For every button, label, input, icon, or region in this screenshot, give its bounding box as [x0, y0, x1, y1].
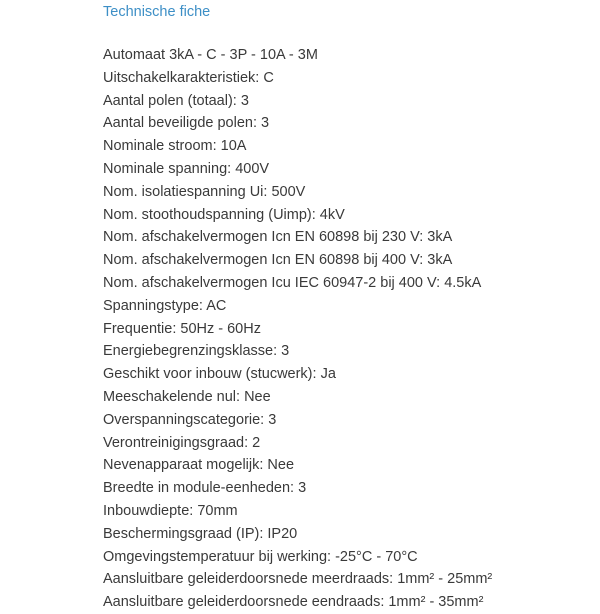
spec-line: Energiebegrenzingsklasse: 3 — [103, 343, 290, 360]
spec-line: Nevenapparaat mogelijk: Nee — [103, 457, 295, 474]
spec-line: Breedte in module-eenheden: 3 — [103, 480, 307, 497]
spec-line: Nom. stoothoudspanning (Uimp): 4kV — [103, 206, 345, 223]
spec-line: Meeschakelende nul: Nee — [103, 388, 271, 405]
spec-line: Nom. afschakelvermogen Icn EN 60898 bij 400 V: 3kA — [103, 252, 453, 269]
spec-line: Beschermingsgraad (IP): IP20 — [103, 525, 298, 542]
spec-line: Spanningstype: AC — [103, 297, 227, 314]
spec-line: Uitschakelkarakteristiek: C — [103, 69, 274, 86]
spec-line: Nom. afschakelvermogen Icn EN 60898 bij 230 V: 3kA — [103, 229, 453, 246]
spec-line: Nom. isolatiespanning Ui: 500V — [103, 183, 306, 200]
spec-line: Aansluitbare geleiderdoorsnede eendraads: 1mm² - 35mm² — [103, 594, 484, 611]
spec-line: Aantal polen (totaal): 3 — [103, 92, 249, 109]
spec-line: Nom. afschakelvermogen Icu IEC 60947-2 bij 400 V: 4.5kA — [103, 274, 482, 291]
spec-line: Inbouwdiepte: 70mm — [103, 502, 238, 519]
spec-line: Frequentie: 50Hz - 60Hz — [103, 320, 261, 337]
spec-line: Nominale stroom: 10A — [103, 138, 247, 155]
spec-list — [103, 44, 492, 614]
spec-line: Automaat 3kA - C - 3P - 10A - 3M — [103, 47, 318, 63]
spec-line: Geschikt voor inbouw (stucwerk): Ja — [103, 366, 336, 383]
spec-line: Aantal beveiligde polen: 3 — [103, 115, 270, 132]
spec-line: Overspanningscategorie: 3 — [103, 411, 277, 428]
spec-line: Nominale spanning: 400V — [103, 160, 270, 177]
spec-line: Verontreinigingsgraad: 2 — [103, 434, 261, 451]
spec-line: Aansluitbare geleiderdoorsnede meerdraads: 1mm² - 25mm² — [103, 571, 493, 588]
section-title: Technische fiche — [103, 4, 211, 20]
spec-line: Omgevingstemperatuur bij werking: -25°C - 70°C — [103, 548, 418, 565]
